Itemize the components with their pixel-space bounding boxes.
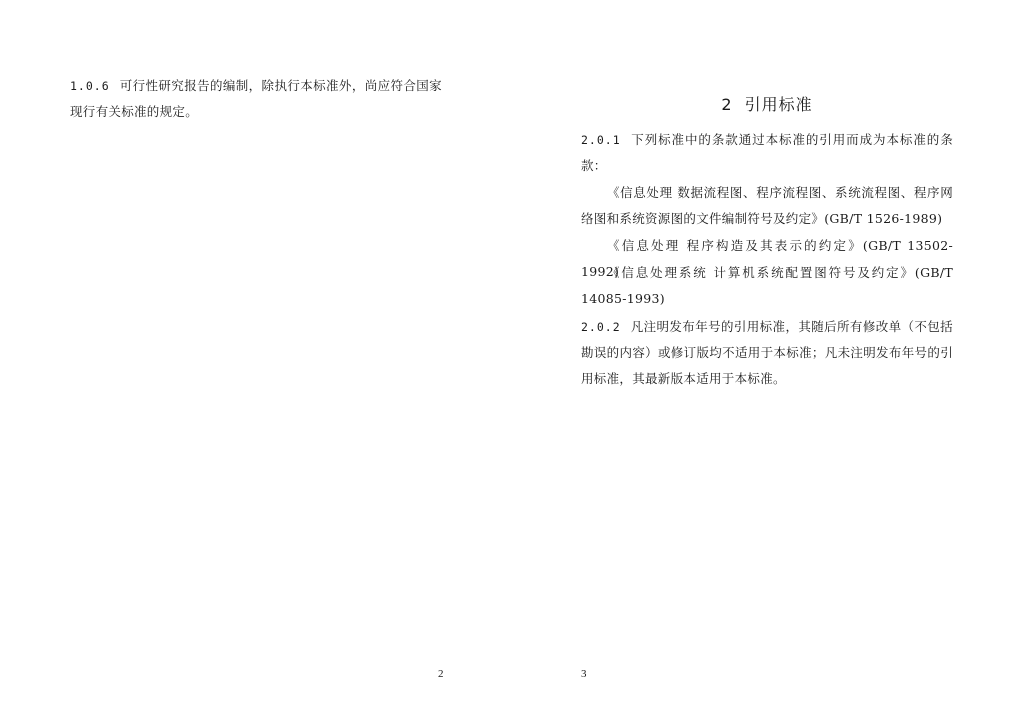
right-page: [512, 0, 1024, 724]
clause-text: 凡注明发布年号的引用标准，其随后所有修改单（不包括勘误的内容）或修订版均不适用于本标准；凡未注明发布年号的引用标准，其最新版本适用于本标准。: [581, 319, 953, 386]
chapter-title: 引用标准: [744, 95, 813, 114]
clause-text: 下列标准中的条款通过本标准的引用而成为本标准的条款：: [581, 132, 953, 173]
clause-number: 2.0.1: [581, 133, 621, 147]
clause-1-0-6: [70, 73, 442, 125]
page-number-left: 2: [438, 668, 444, 680]
clause-2-0-2: [581, 314, 953, 392]
clause-2-0-1: [581, 127, 953, 179]
page-number-right: 3: [581, 668, 587, 680]
clause-number: 2.0.2: [581, 320, 621, 334]
reference-item: 《信息处理 程序构造及其表示的约定》(GB/T 13502-1992): [581, 238, 953, 279]
clause-text: 可行性研究报告的编制，除执行本标准外，尚应符合国家现行有关标准的规定。: [70, 78, 442, 119]
reference-item: 《信息处理 数据流程图、程序流程图、系统流程图、程序网络图和系统资源图的文件编制符号及约定》(GB/T 1526-1989): [581, 185, 953, 226]
reference-item: 《信息处理系统 计算机系统配置图符号及约定》(GB/T 14085-1993): [581, 265, 953, 306]
chapter-heading: [581, 93, 953, 117]
chapter-number: 2: [721, 95, 733, 114]
clause-number: 1.0.6: [70, 79, 110, 93]
